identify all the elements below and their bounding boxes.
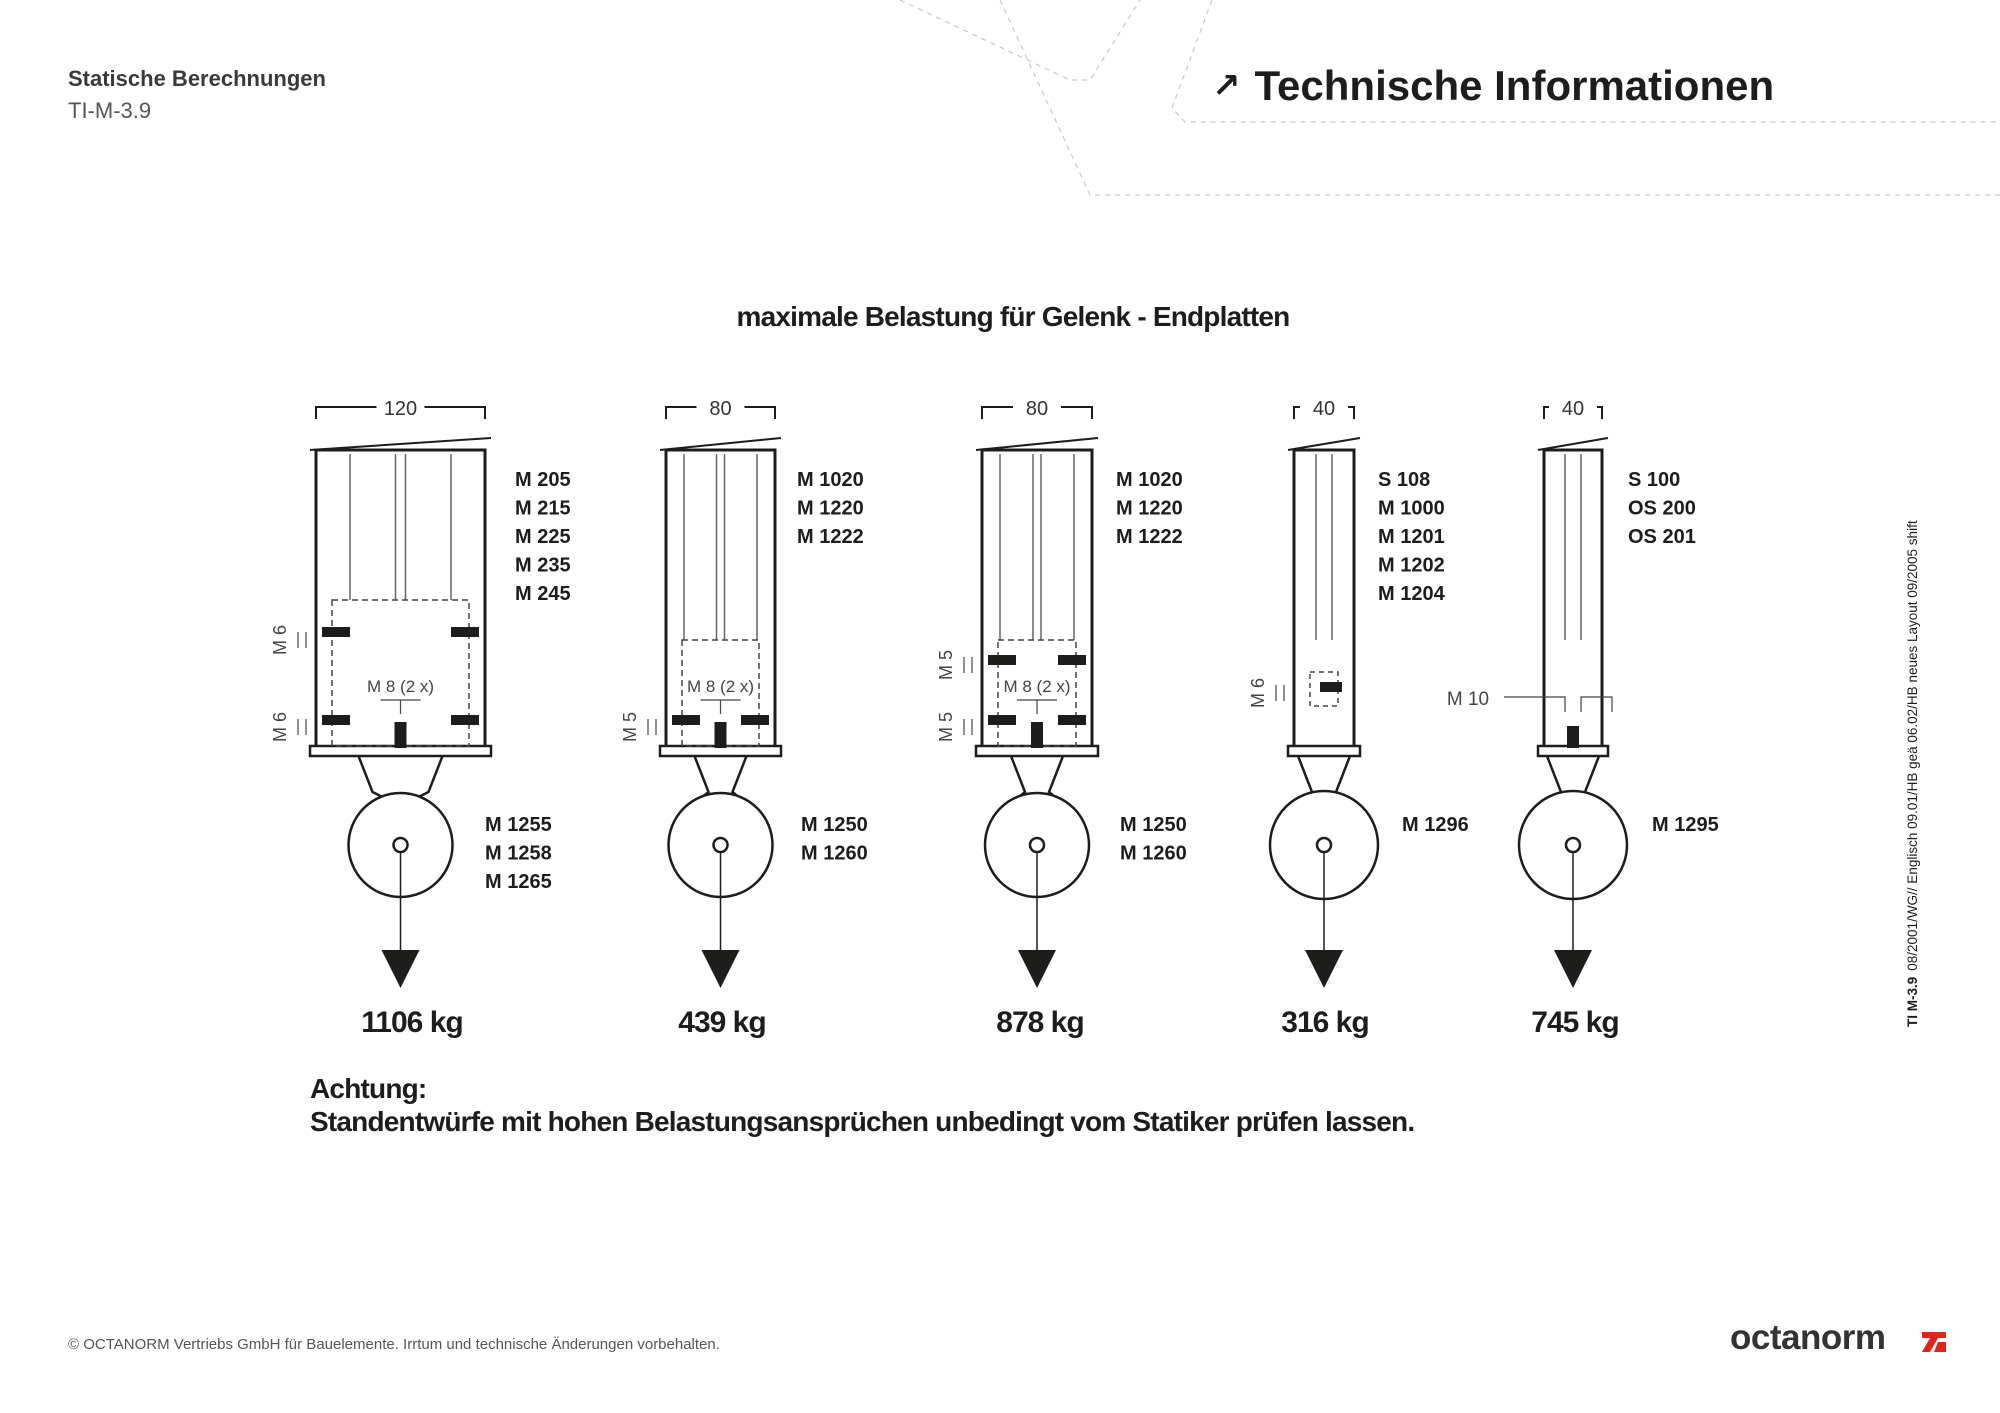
load-value: 878 kg bbox=[996, 1006, 1084, 1039]
center-bolt bbox=[715, 722, 727, 748]
bottom-screw-label: M 10 bbox=[1446, 689, 1490, 710]
octanorm-logo-mark-icon bbox=[1920, 1328, 1950, 1354]
center-screw-label: M 8 (2 x) bbox=[366, 677, 435, 696]
profile-column-2 bbox=[620, 398, 868, 1039]
load-arrow-head bbox=[1018, 950, 1056, 988]
screw-label: M 5 bbox=[936, 711, 956, 743]
footer-copyright: © OCTANORM Vertriebs GmbH für Bauelemente. Irrtum und technische Änderungen vorbehalten. bbox=[68, 1336, 720, 1353]
screw-marker bbox=[964, 719, 972, 735]
joint-neck bbox=[1298, 756, 1350, 795]
section-title: Statische Berechnungen bbox=[68, 66, 326, 91]
width-dimension-label: 80 bbox=[1025, 398, 1049, 420]
screw-label: M 6 bbox=[270, 624, 290, 656]
side-bolt bbox=[672, 715, 700, 725]
screw-label: M 6 bbox=[1248, 677, 1268, 709]
load-value: 1106 kg bbox=[361, 1006, 463, 1039]
screw-marker bbox=[964, 657, 972, 673]
side-bolt bbox=[451, 715, 479, 725]
profile-label: M 1220 bbox=[797, 497, 864, 520]
profile-cut-line bbox=[310, 438, 491, 450]
profile-cut-line bbox=[1538, 438, 1608, 450]
profile-label: OS 200 bbox=[1628, 497, 1696, 520]
screw-label: M 5 bbox=[620, 711, 640, 743]
document-code: TI-M-3.9 bbox=[68, 98, 152, 123]
screw-label: M 6 bbox=[270, 711, 290, 743]
profile-label: M 225 bbox=[515, 526, 571, 548]
load-value: 316 kg bbox=[1281, 1006, 1369, 1039]
profile-column-5 bbox=[1447, 398, 1719, 1039]
joint-label: M 1250 bbox=[1120, 814, 1187, 836]
center-screw-label: M 8 (2 x) bbox=[686, 677, 755, 696]
joint-pin-hole bbox=[1317, 838, 1331, 852]
screw-label: M 5 bbox=[936, 649, 956, 681]
width-dimension-label: 120 bbox=[383, 398, 418, 420]
side-bolt bbox=[988, 655, 1016, 665]
joint-label: M 1296 bbox=[1402, 814, 1469, 836]
load-arrow-head bbox=[702, 950, 740, 988]
profile-label: S 108 bbox=[1378, 469, 1431, 491]
screw-marker bbox=[648, 719, 656, 735]
center-bolt bbox=[1031, 722, 1043, 748]
profile-label: M 1220 bbox=[1116, 497, 1183, 520]
joint-label: M 1255 bbox=[485, 814, 552, 836]
profile-label: M 1000 bbox=[1378, 497, 1445, 520]
joint-label: M 1258 bbox=[485, 842, 552, 865]
screw-marker bbox=[1276, 685, 1284, 701]
profile-label: M 1222 bbox=[797, 526, 864, 548]
profile-column-3 bbox=[936, 398, 1187, 1039]
profile-body bbox=[1544, 450, 1602, 750]
warning-text: Standentwürfe mit hohen Belastungsansprüchen unbedingt vom Statiker prüfen lassen. bbox=[310, 1106, 1415, 1137]
side-bolt bbox=[451, 627, 479, 637]
revision-text: 08/2001/WG// Englisch 09.01/HB geä 06.02/HB neues Layout 09/2005 shift bbox=[1905, 520, 1920, 971]
side-bolt bbox=[988, 715, 1016, 725]
joint-label: M 1250 bbox=[801, 814, 868, 836]
banner-title: Technische Informationen bbox=[1254, 62, 1775, 109]
center-screw-label: M 8 (2 x) bbox=[1003, 677, 1071, 696]
joint-neck bbox=[359, 756, 443, 797]
joint-pin-hole bbox=[714, 838, 728, 852]
revision-code: TI M-3.9 bbox=[1905, 976, 1920, 1027]
profile-label: M 205 bbox=[515, 469, 571, 491]
profile-label: M 1201 bbox=[1378, 526, 1445, 548]
screw-marker bbox=[298, 719, 306, 735]
load-arrow-head bbox=[1554, 950, 1592, 988]
load-arrow-head bbox=[1305, 950, 1343, 988]
side-bolt bbox=[322, 715, 350, 725]
profile-cut-line bbox=[660, 438, 781, 450]
center-bolt bbox=[1567, 726, 1579, 748]
width-dimension-label: 80 bbox=[709, 398, 732, 420]
profile-label: M 245 bbox=[515, 583, 571, 605]
profile-label: M 1020 bbox=[1116, 469, 1183, 491]
profile-column-4 bbox=[1248, 398, 1469, 1039]
profile-column-1 bbox=[270, 398, 571, 1039]
profile-label: S 100 bbox=[1628, 469, 1681, 491]
joint-label: M 1295 bbox=[1652, 814, 1719, 836]
side-bolt bbox=[1320, 682, 1342, 692]
load-value: 439 kg bbox=[678, 1006, 766, 1039]
width-dimension-label: 40 bbox=[1561, 398, 1585, 420]
side-bolt bbox=[741, 715, 769, 725]
profile-cut-line bbox=[976, 438, 1098, 450]
profile-label: M 1222 bbox=[1116, 526, 1183, 548]
profile-label: M 1202 bbox=[1378, 554, 1445, 577]
joint-neck bbox=[1547, 756, 1599, 795]
warning-heading: Achtung: bbox=[310, 1073, 427, 1104]
load-arrow-head bbox=[382, 950, 420, 988]
joint-pin-hole bbox=[1566, 838, 1580, 852]
profile-label: M 235 bbox=[515, 554, 571, 577]
width-dimension-label: 40 bbox=[1312, 398, 1336, 420]
screw-marker bbox=[298, 632, 306, 648]
joint-neck bbox=[1011, 756, 1063, 797]
profile-label: M 215 bbox=[515, 497, 571, 520]
joint-label: M 1265 bbox=[485, 871, 552, 893]
joint-pin-hole bbox=[1030, 838, 1044, 852]
profile-label: M 1204 bbox=[1378, 583, 1445, 605]
profile-cut-line bbox=[1288, 438, 1360, 450]
joint-pin-hole bbox=[394, 838, 408, 852]
octanorm-logo: octanorm bbox=[1730, 1318, 1886, 1357]
joint-neck bbox=[695, 756, 747, 797]
load-value: 745 kg bbox=[1531, 1006, 1619, 1039]
joint-label: M 1260 bbox=[1120, 842, 1187, 865]
center-bolt bbox=[395, 722, 407, 748]
end-plate bbox=[1288, 746, 1360, 756]
revision-note bbox=[1905, 520, 1920, 1027]
joint-label: M 1260 bbox=[801, 842, 868, 865]
profile-body bbox=[1294, 450, 1354, 750]
side-bolt bbox=[322, 627, 350, 637]
profile-label: M 1020 bbox=[797, 469, 864, 491]
side-bolt bbox=[1058, 655, 1086, 665]
arrow-up-right-icon: ↗ bbox=[1212, 67, 1241, 105]
figure-title: maximale Belastung für Gelenk - Endplatten bbox=[736, 301, 1290, 332]
side-bolt bbox=[1058, 715, 1086, 725]
profile-label: OS 201 bbox=[1628, 526, 1696, 548]
